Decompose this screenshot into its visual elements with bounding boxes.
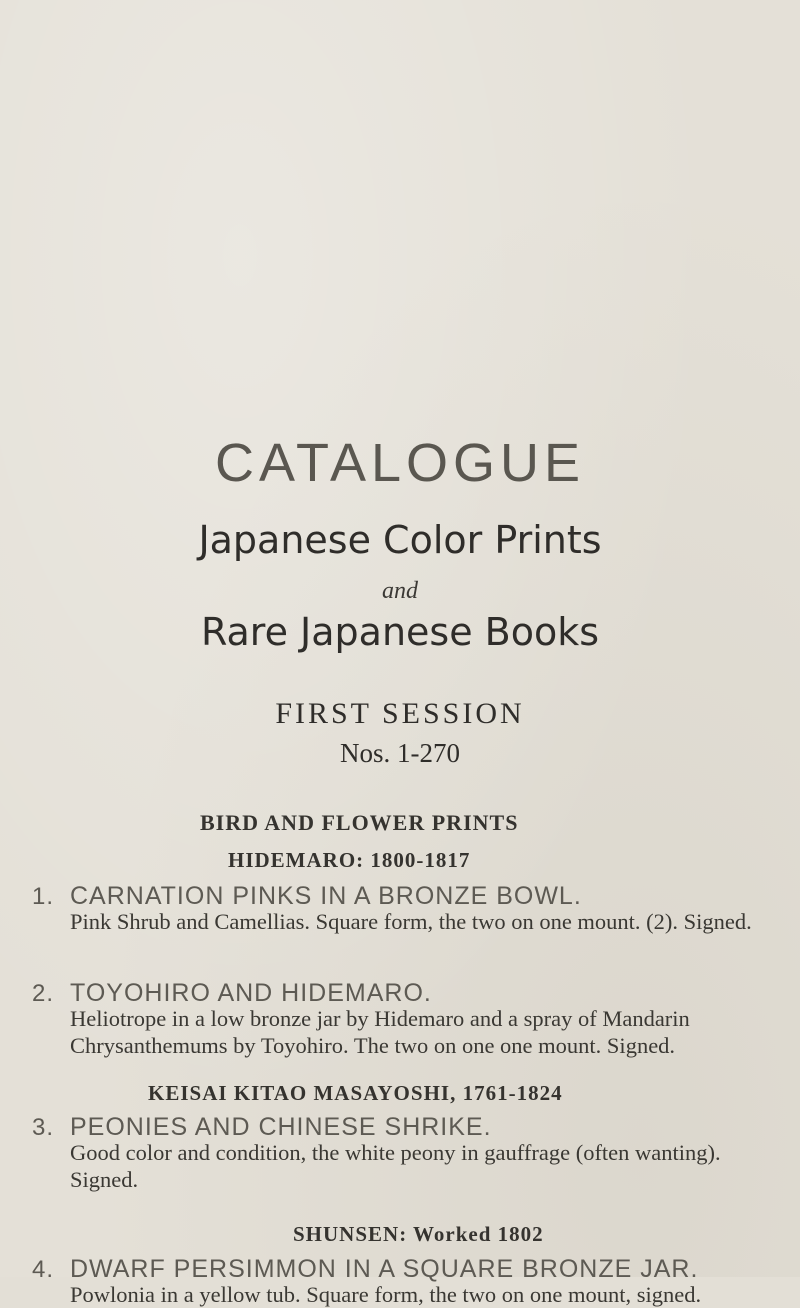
lot-range: Nos. 1-270 [340,738,460,768]
lot-3-title [32,1113,492,1142]
subtitle-color-prints: Japanese Color Prints [198,518,602,562]
artist-heading-hidemaro: HIDEMARO: 1800-1817 [228,848,471,872]
artist-heading-shunsen: SHUNSEN: Worked 1802 [293,1222,544,1246]
lot-4-number: 4. [32,1256,55,1283]
lot-4-title-text: DWARF PERSIMMON IN A SQUARE BRONZE JAR. [70,1255,699,1283]
lot-1-number: 1. [32,883,55,910]
subtitle-rare-books: Rare Japanese Books [200,610,600,654]
lot-2-title [32,979,432,1008]
catalogue-title: CATALOGUE [214,433,586,493]
session-heading: FIRST SESSION [275,697,525,730]
artist-heading-keisai: KEISAI KITAO MASAYOSHI, 1761-1824 [148,1081,563,1105]
lot-1-title-text: CARNATION PINKS IN A BRONZE BOWL. [70,882,582,910]
lot-4-description: Powlonia in a yellow tub. Square form, the two on one mount, signed. [70,1282,702,1307]
lot-1-description: Pink Shrub and Camellias. Square form, the two on one mount. (2). Signed. [70,909,752,934]
lot-2-title-text: TOYOHIRO AND HIDEMARO. [70,979,432,1007]
lot-3-description: Good color and condition, the white peony in gauffrage (often wanting). Signed. [70,1140,721,1192]
lot-1-title [32,882,582,911]
lot-2-description: Heliotrope in a low bronze jar by Hidemaro and a spray of Mandarin Chrysanthemums by Toyohiro. The two on one one mount. Signed. [70,1006,690,1058]
subtitle-and: and [382,578,418,604]
lot-4-title [32,1255,698,1284]
lot-2-number: 2. [32,980,55,1007]
lot-3-title-text: PEONIES AND CHINESE SHRIKE. [70,1113,492,1141]
lot-3-number: 3. [32,1114,55,1141]
section-heading: BIRD AND FLOWER PRINTS [200,810,519,835]
